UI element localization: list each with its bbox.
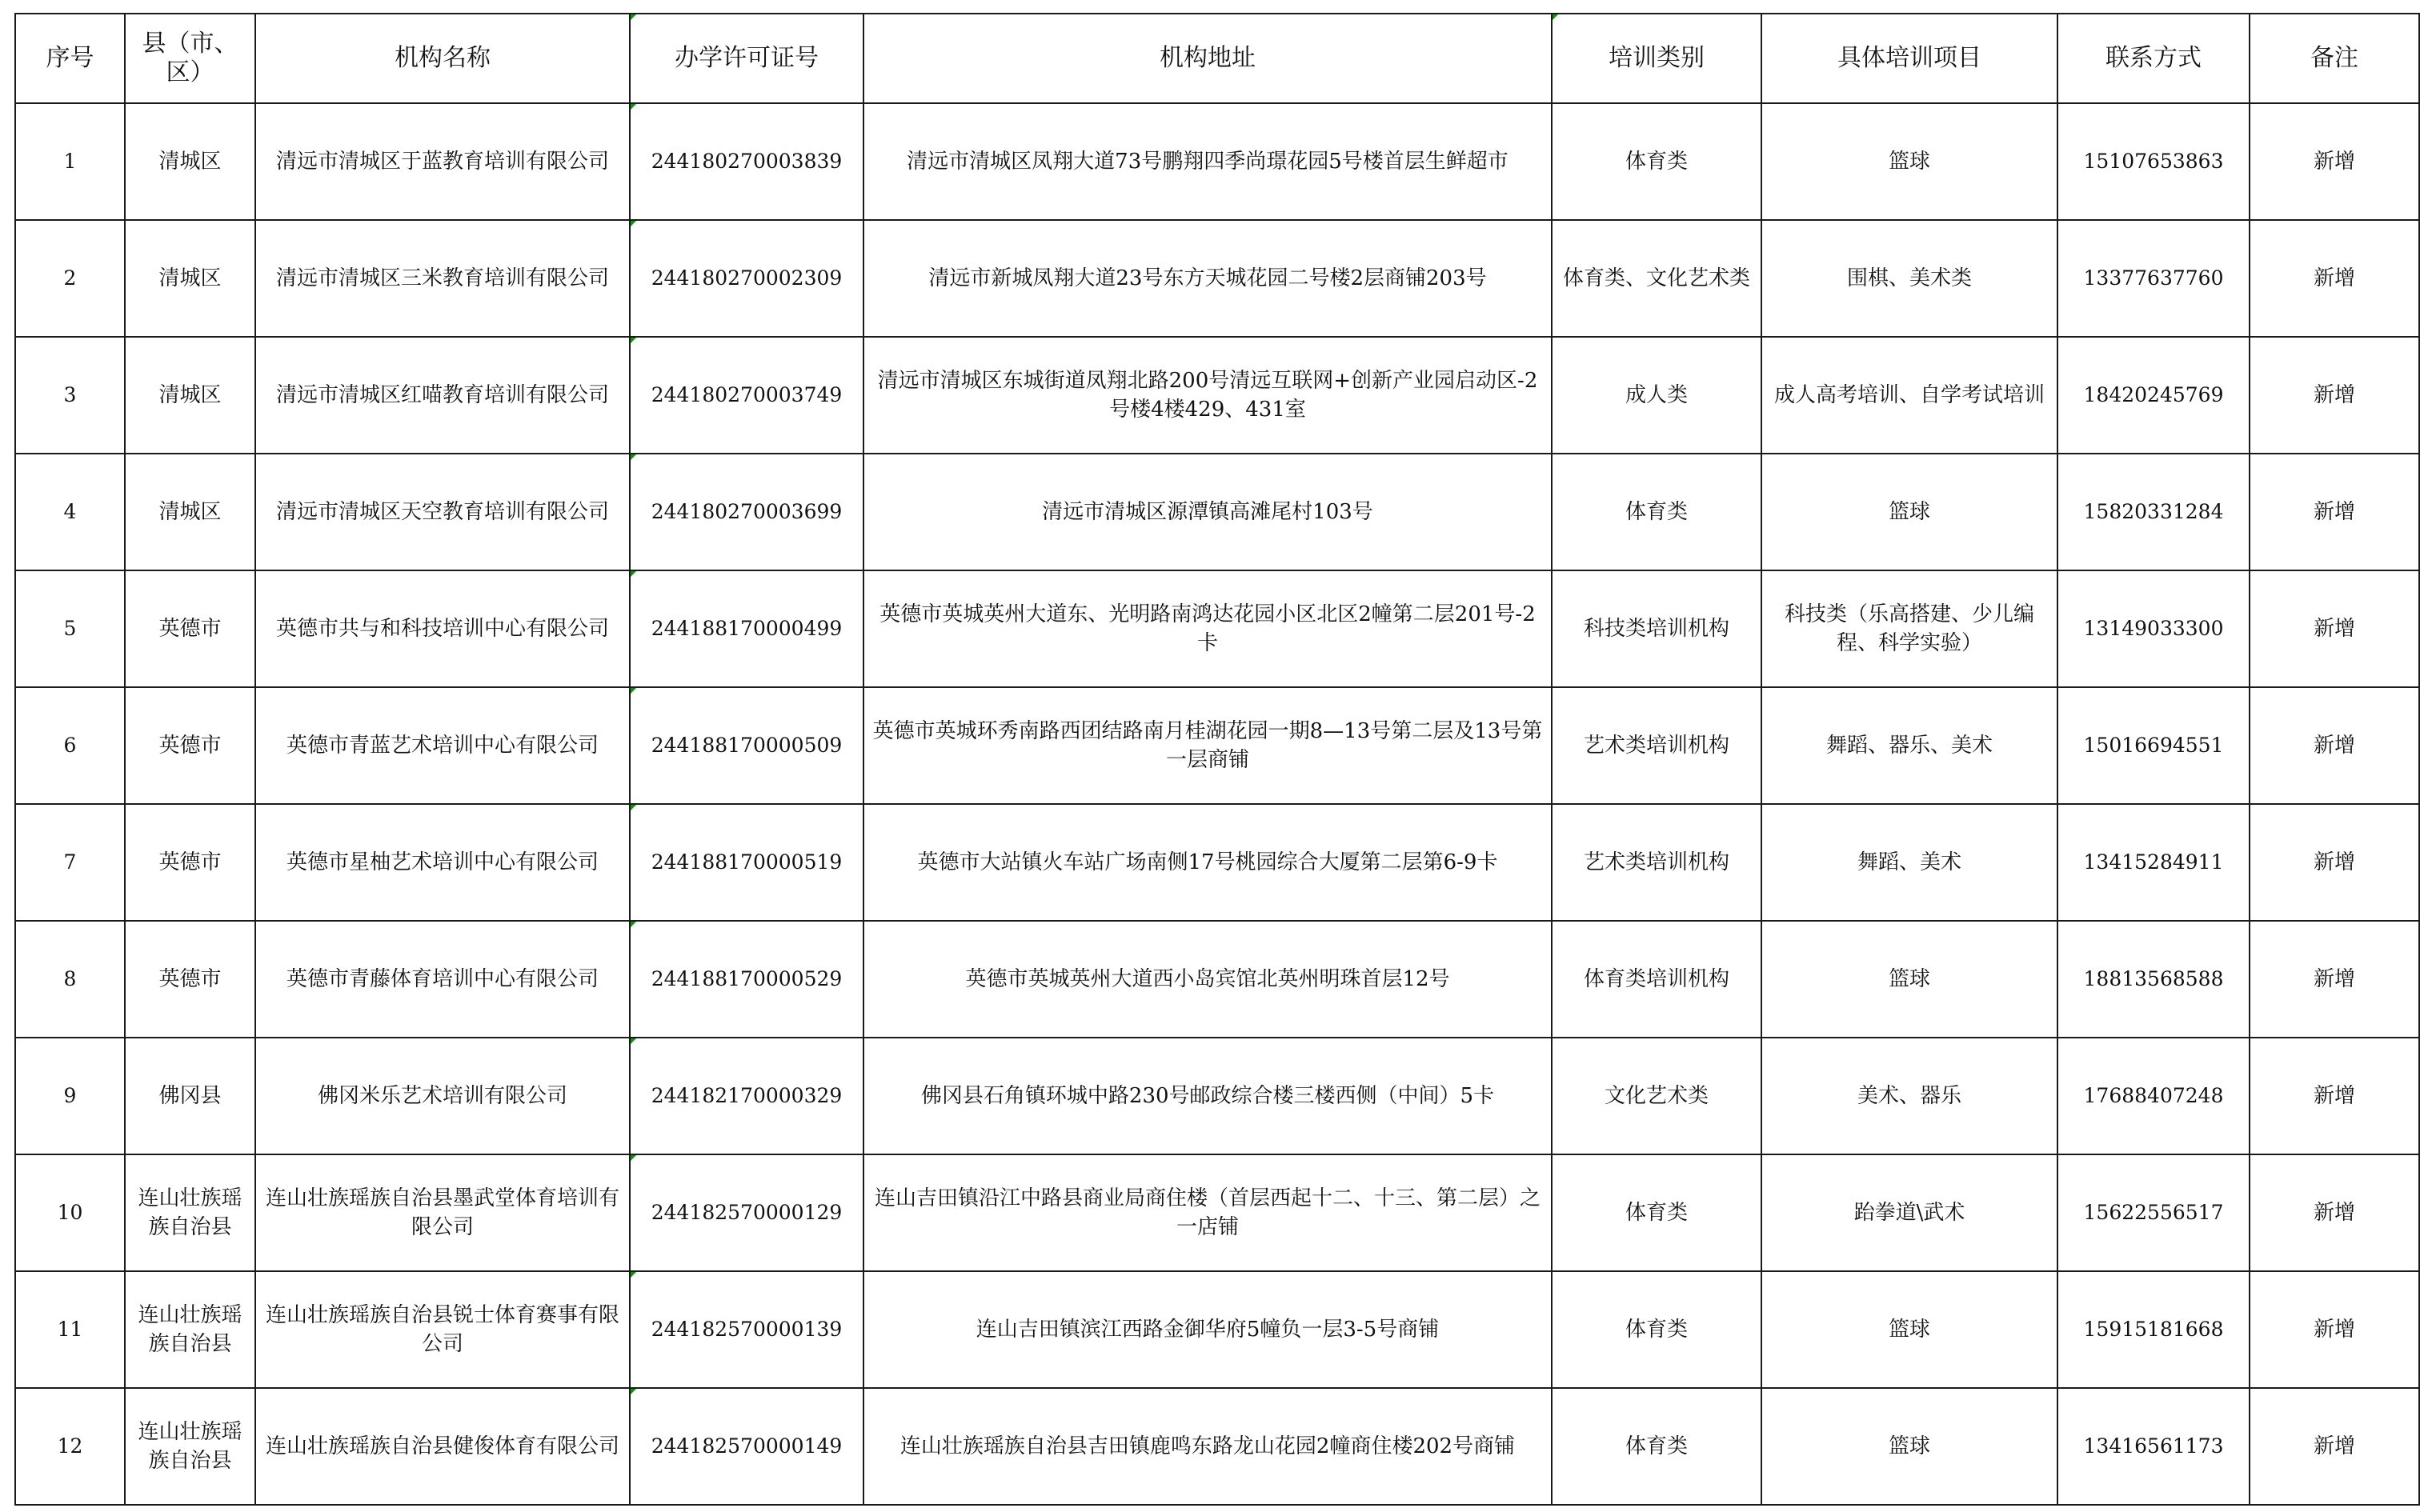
- cell-county: 连山壮族瑶族自治县: [125, 1154, 255, 1271]
- cell-license: 244180270003839: [630, 103, 863, 220]
- cell-county: 连山壮族瑶族自治县: [125, 1388, 255, 1505]
- cell-seq: 2: [15, 220, 125, 337]
- header-phone: 联系方式: [2057, 14, 2250, 103]
- cell-name: 英德市星柚艺术培训中心有限公司: [255, 804, 630, 921]
- cell-address: 连山吉田镇沿江中路县商业局商住楼（首层西起十二、十三、第二层）之一店铺: [863, 1154, 1552, 1271]
- cell-name: 清远市清城区红喵教育培训有限公司: [255, 337, 630, 454]
- cell-category: 体育类: [1552, 454, 1761, 570]
- cell-category: 体育类、文化艺术类: [1552, 220, 1761, 337]
- table-row: [15, 1271, 2419, 1388]
- cell-seq: 9: [15, 1038, 125, 1154]
- cell-address: 连山吉田镇滨江西路金御华府5幢负一层3-5号商铺: [863, 1271, 1552, 1388]
- cell-seq: 7: [15, 804, 125, 921]
- cell-items: 舞蹈、美术: [1761, 804, 2057, 921]
- table-row: [15, 454, 2419, 570]
- cell-license: 244180270003749: [630, 337, 863, 454]
- cell-address: 英德市英城英州大道东、光明路南鸿达花园小区北区2幢第二层201号-2卡: [863, 570, 1552, 687]
- cell-county: 连山壮族瑶族自治县: [125, 1271, 255, 1388]
- cell-remark: 新增: [2250, 1388, 2419, 1505]
- table-row: [15, 1388, 2419, 1505]
- cell-name: 连山壮族瑶族自治县锐士体育赛事有限公司: [255, 1271, 630, 1388]
- cell-county: 清城区: [125, 454, 255, 570]
- cell-items: 跆拳道\武术: [1761, 1154, 2057, 1271]
- table-row: [15, 687, 2419, 804]
- cell-county: 清城区: [125, 103, 255, 220]
- cell-phone: 15915181668: [2057, 1271, 2250, 1388]
- table-row: [15, 921, 2419, 1038]
- cell-seq: 8: [15, 921, 125, 1038]
- cell-seq: 1: [15, 103, 125, 220]
- cell-items: 篮球: [1761, 1388, 2057, 1505]
- cell-license: 244182570000139: [630, 1271, 863, 1388]
- cell-address: 清远市清城区东城街道凤翔北路200号清远互联网+创新产业园启动区-2号楼4楼429、431室: [863, 337, 1552, 454]
- cell-phone: 15107653863: [2057, 103, 2250, 220]
- cell-remark: 新增: [2250, 921, 2419, 1038]
- cell-category: 体育类: [1552, 1271, 1761, 1388]
- cell-address: 清远市清城区源潭镇高滩尾村103号: [863, 454, 1552, 570]
- cell-items: 篮球: [1761, 921, 2057, 1038]
- cell-items: 篮球: [1761, 103, 2057, 220]
- cell-address: 连山壮族瑶族自治县吉田镇鹿鸣东路龙山花园2幢商住楼202号商铺: [863, 1388, 1552, 1505]
- cell-name: 佛冈米乐艺术培训有限公司: [255, 1038, 630, 1154]
- cell-seq: 3: [15, 337, 125, 454]
- header-address: 机构地址: [863, 14, 1552, 103]
- table-body: [15, 103, 2419, 1505]
- cell-remark: 新增: [2250, 337, 2419, 454]
- header-county: 县（市、区）: [125, 14, 255, 103]
- header-name: 机构名称: [255, 14, 630, 103]
- cell-county: 英德市: [125, 921, 255, 1038]
- cell-category: 体育类培训机构: [1552, 921, 1761, 1038]
- cell-category: 体育类: [1552, 103, 1761, 220]
- cell-county: 英德市: [125, 804, 255, 921]
- cell-remark: 新增: [2250, 103, 2419, 220]
- cell-address: 英德市英城环秀南路西团结路南月桂湖花园一期8—13号第二层及13号第一层商铺: [863, 687, 1552, 804]
- cell-seq: 11: [15, 1271, 125, 1388]
- cell-address: 清远市清城区凤翔大道73号鹏翔四季尚璟花园5号楼首层生鲜超市: [863, 103, 1552, 220]
- cell-remark: 新增: [2250, 570, 2419, 687]
- cell-license: 244188170000529: [630, 921, 863, 1038]
- cell-license: 244182170000329: [630, 1038, 863, 1154]
- cell-phone: 13415284911: [2057, 804, 2250, 921]
- cell-license: 244188170000499: [630, 570, 863, 687]
- cell-phone: 15016694551: [2057, 687, 2250, 804]
- cell-seq: 5: [15, 570, 125, 687]
- cell-items: 围棋、美术类: [1761, 220, 2057, 337]
- table-row: [15, 570, 2419, 687]
- cell-category: 科技类培训机构: [1552, 570, 1761, 687]
- cell-items: 美术、器乐: [1761, 1038, 2057, 1154]
- cell-seq: 6: [15, 687, 125, 804]
- header-category: 培训类别: [1552, 14, 1761, 103]
- table-row: [15, 1038, 2419, 1154]
- header-remark: 备注: [2250, 14, 2419, 103]
- cell-remark: 新增: [2250, 1154, 2419, 1271]
- cell-license: 244180270003699: [630, 454, 863, 570]
- cell-name: 清远市清城区于蓝教育培训有限公司: [255, 103, 630, 220]
- cell-address: 清远市新城凤翔大道23号东方天城花园二号楼2层商铺203号: [863, 220, 1552, 337]
- cell-phone: 13149033300: [2057, 570, 2250, 687]
- cell-county: 清城区: [125, 337, 255, 454]
- cell-name: 英德市青藤体育培训中心有限公司: [255, 921, 630, 1038]
- table-row: [15, 220, 2419, 337]
- cell-license: 244180270002309: [630, 220, 863, 337]
- cell-seq: 12: [15, 1388, 125, 1505]
- cell-license: 244188170000519: [630, 804, 863, 921]
- cell-remark: 新增: [2250, 687, 2419, 804]
- cell-county: 英德市: [125, 687, 255, 804]
- cell-license: 244188170000509: [630, 687, 863, 804]
- cell-license: 244182570000149: [630, 1388, 863, 1505]
- cell-name: 清远市清城区天空教育培训有限公司: [255, 454, 630, 570]
- cell-items: 舞蹈、器乐、美术: [1761, 687, 2057, 804]
- header-items: 具体培训项目: [1761, 14, 2057, 103]
- cell-name: 连山壮族瑶族自治县健俊体育有限公司: [255, 1388, 630, 1505]
- cell-remark: 新增: [2250, 220, 2419, 337]
- header-license: 办学许可证号: [630, 14, 863, 103]
- cell-items: 成人高考培训、自学考试培训: [1761, 337, 2057, 454]
- cell-remark: 新增: [2250, 1271, 2419, 1388]
- cell-items: 篮球: [1761, 1271, 2057, 1388]
- cell-items: 科技类（乐高搭建、少儿编程、科学实验）: [1761, 570, 2057, 687]
- table-row: [15, 1154, 2419, 1271]
- cell-category: 艺术类培训机构: [1552, 687, 1761, 804]
- cell-remark: 新增: [2250, 454, 2419, 570]
- header-row: [15, 14, 2419, 103]
- cell-items: 篮球: [1761, 454, 2057, 570]
- cell-address: 佛冈县石角镇环城中路230号邮政综合楼三楼西侧（中间）5卡: [863, 1038, 1552, 1154]
- cell-phone: 18813568588: [2057, 921, 2250, 1038]
- cell-category: 文化艺术类: [1552, 1038, 1761, 1154]
- table-row: [15, 337, 2419, 454]
- cell-phone: 18420245769: [2057, 337, 2250, 454]
- table-row: [15, 804, 2419, 921]
- cell-county: 清城区: [125, 220, 255, 337]
- cell-category: 体育类: [1552, 1388, 1761, 1505]
- cell-phone: 17688407248: [2057, 1038, 2250, 1154]
- institution-table: [14, 13, 2420, 1506]
- cell-license: 244182570000129: [630, 1154, 863, 1271]
- cell-county: 佛冈县: [125, 1038, 255, 1154]
- cell-seq: 4: [15, 454, 125, 570]
- cell-address: 英德市英城英州大道西小岛宾馆北英州明珠首层12号: [863, 921, 1552, 1038]
- cell-name: 英德市青蓝艺术培训中心有限公司: [255, 687, 630, 804]
- cell-phone: 15622556517: [2057, 1154, 2250, 1271]
- cell-name: 英德市共与和科技培训中心有限公司: [255, 570, 630, 687]
- cell-category: 体育类: [1552, 1154, 1761, 1271]
- cell-seq: 10: [15, 1154, 125, 1271]
- cell-phone: 15820331284: [2057, 454, 2250, 570]
- cell-remark: 新增: [2250, 1038, 2419, 1154]
- cell-remark: 新增: [2250, 804, 2419, 921]
- cell-county: 英德市: [125, 570, 255, 687]
- cell-phone: 13416561173: [2057, 1388, 2250, 1505]
- cell-phone: 13377637760: [2057, 220, 2250, 337]
- cell-name: 连山壮族瑶族自治县墨武堂体育培训有限公司: [255, 1154, 630, 1271]
- table-row: [15, 103, 2419, 220]
- cell-category: 成人类: [1552, 337, 1761, 454]
- cell-category: 艺术类培训机构: [1552, 804, 1761, 921]
- cell-name: 清远市清城区三米教育培训有限公司: [255, 220, 630, 337]
- cell-address: 英德市大站镇火车站广场南侧17号桃园综合大厦第二层第6-9卡: [863, 804, 1552, 921]
- header-seq: 序号: [15, 14, 125, 103]
